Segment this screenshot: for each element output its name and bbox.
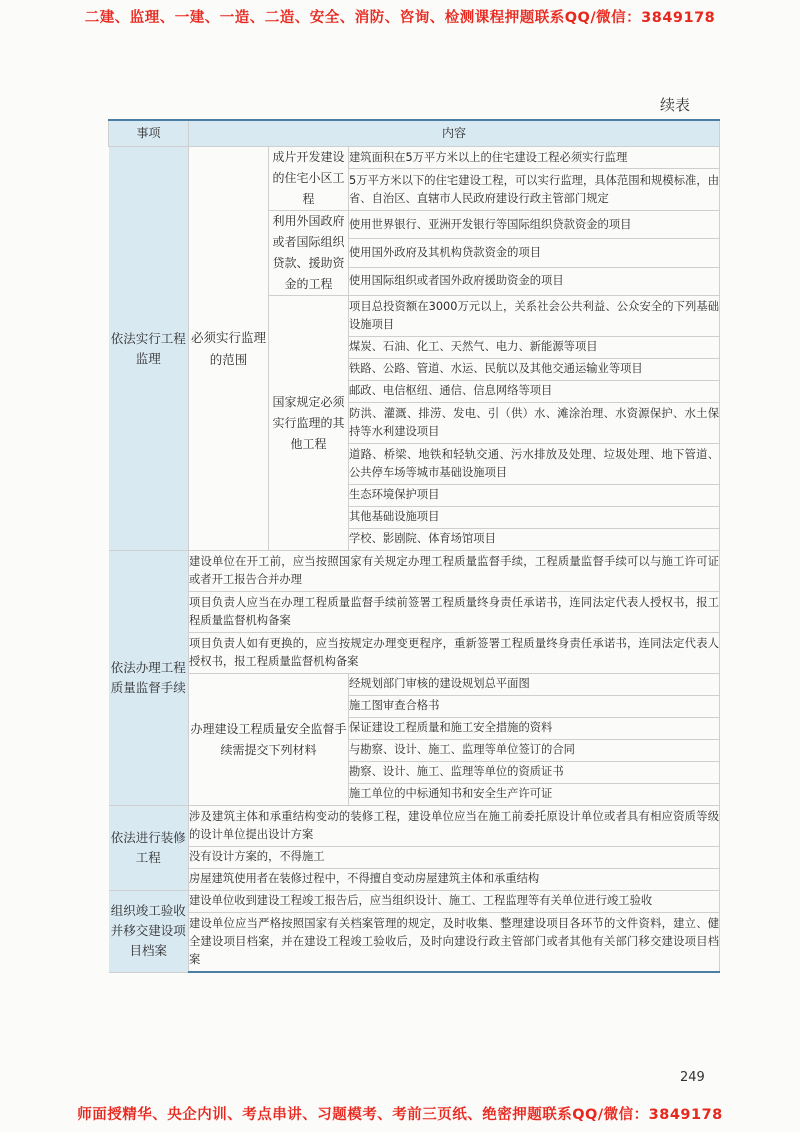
table-cell: 学校、影剧院、体育场馆项目 <box>349 529 720 551</box>
header-content: 内容 <box>189 120 720 147</box>
table-row <box>109 674 720 696</box>
table-row <box>109 913 720 973</box>
table-cell: 勘察、设计、施工、监理等单位的资质证书 <box>349 762 720 784</box>
group-residential-label: 成片开发建设的住宅小区工程 <box>269 147 349 211</box>
group-other-projects-label: 国家规定必须实行监理的其他工程 <box>269 296 349 551</box>
supervision-scope-label: 必须实行监理的范围 <box>189 147 269 551</box>
section-supervision-title: 依法实行工程监理 <box>109 147 189 551</box>
table-cell: 保证建设工程质量和施工安全措施的资料 <box>349 718 720 740</box>
table-cell: 房屋建筑使用者在装修过程中，不得擅自变动房屋建筑主体和承重结构 <box>189 869 720 891</box>
table-row <box>109 806 720 847</box>
table-row <box>109 551 720 592</box>
table-row <box>109 847 720 869</box>
table-cell: 项目总投资额在3000万元以上，关系社会公共利益、公众安全的下列基础设施项目 <box>349 296 720 337</box>
bottom-promo-banner: 师面授精华、央企内训、考点串讲、习题模考、考前三页纸、绝密押题联系QQ/微信：3849178 <box>77 1107 723 1123</box>
table-cell: 5万平方米以下的住宅建设工程，可以实行监理，具体范围和规模标准，由省、自治区、直辖市人民政府建设行政主管部门规定 <box>349 169 720 211</box>
continued-label: 续表 <box>660 96 691 114</box>
table-cell: 防洪、灌溉、排涝、发电、引（供）水、滩涂治理、水资源保护、水土保持等水利建设项目 <box>349 403 720 444</box>
table-cell: 经规划部门审核的建设规划总平面图 <box>349 674 720 696</box>
table-cell: 道路、桥梁、地铁和轻轨交通、污水排放及处理、垃圾处理、地下管道、公共停车场等城市基础设施项目 <box>349 444 720 485</box>
table-row <box>109 891 720 913</box>
materials-required-label: 办理建设工程质量安全监督手续需提交下列材料 <box>189 674 349 806</box>
table-row <box>109 147 720 169</box>
table-cell: 没有设计方案的，不得施工 <box>189 847 720 869</box>
section-decoration-title: 依法进行装修工程 <box>109 806 189 891</box>
page-number: 249 <box>680 1070 705 1085</box>
table-row <box>109 633 720 674</box>
table-cell: 使用世界银行、亚洲开发银行等国际组织贷款资金的项目 <box>349 211 720 239</box>
table-cell: 生态环境保护项目 <box>349 485 720 507</box>
section-acceptance-title: 组织竣工验收并移交建设项目档案 <box>109 891 189 973</box>
table-cell: 项目负责人如有更换的，应当按规定办理变更程序，重新签署工程质量终身责任承诺书，连同法定代表人授权书，报工程质量监督机构备案 <box>189 633 720 674</box>
table-row <box>109 869 720 891</box>
table-cell: 使用国外政府及其机构贷款资金的项目 <box>349 239 720 267</box>
table-cell: 建设单位在开工前，应当按照国家有关规定办理工程质量监督手续，工程质量监督手续可以与施工许可证或者开工报告合并办理 <box>189 551 720 592</box>
top-promo-banner: 二建、监理、一建、一造、二造、安全、消防、咨询、检测课程押题联系QQ/微信：3849178 <box>84 10 716 26</box>
table-cell: 建设单位应当严格按照国家有关档案管理的规定，及时收集、整理建设项目各环节的文件资料，建立、健全建设项目档案，并在建设工程竣工验收后，及时向建设行政主管部门或者其他有关部门移交建设项目档案 <box>189 913 720 973</box>
regulation-table <box>108 119 720 973</box>
table-cell: 铁路、公路、管道、水运、民航以及其他交通运输业等项目 <box>349 359 720 381</box>
table-cell: 项目负责人应当在办理工程质量监督手续前签署工程质量终身责任承诺书，连同法定代表人授权书，报工程质量监督机构备案 <box>189 592 720 633</box>
table-cell: 煤炭、石油、化工、天然气、电力、新能源等项目 <box>349 337 720 359</box>
header-row <box>109 120 720 147</box>
table-cell: 使用国际组织或者国外政府援助资金的项目 <box>349 267 720 295</box>
table-cell: 建筑面积在5万平方米以上的住宅建设工程必须实行监理 <box>349 147 720 169</box>
table-cell: 与勘察、设计、施工、监理等单位签订的合同 <box>349 740 720 762</box>
table-cell: 邮政、电信枢纽、通信、信息网络等项目 <box>349 381 720 403</box>
table-cell: 施工图审查合格书 <box>349 696 720 718</box>
table-cell: 建设单位收到建设工程竣工报告后，应当组织设计、施工、工程监理等有关单位进行竣工验收 <box>189 891 720 913</box>
group-foreign-loan-label: 利用外国政府或者国际组织贷款、援助资金的工程 <box>269 211 349 296</box>
table-cell: 其他基础设施项目 <box>349 507 720 529</box>
section-quality-supervision-title: 依法办理工程质量监督手续 <box>109 551 189 806</box>
table-cell: 施工单位的中标通知书和安全生产许可证 <box>349 784 720 806</box>
header-item: 事项 <box>109 120 189 147</box>
table-cell: 涉及建筑主体和承重结构变动的装修工程，建设单位应当在施工前委托原设计单位或者具有相应资质等级的设计单位提出设计方案 <box>189 806 720 847</box>
table-row <box>109 592 720 633</box>
